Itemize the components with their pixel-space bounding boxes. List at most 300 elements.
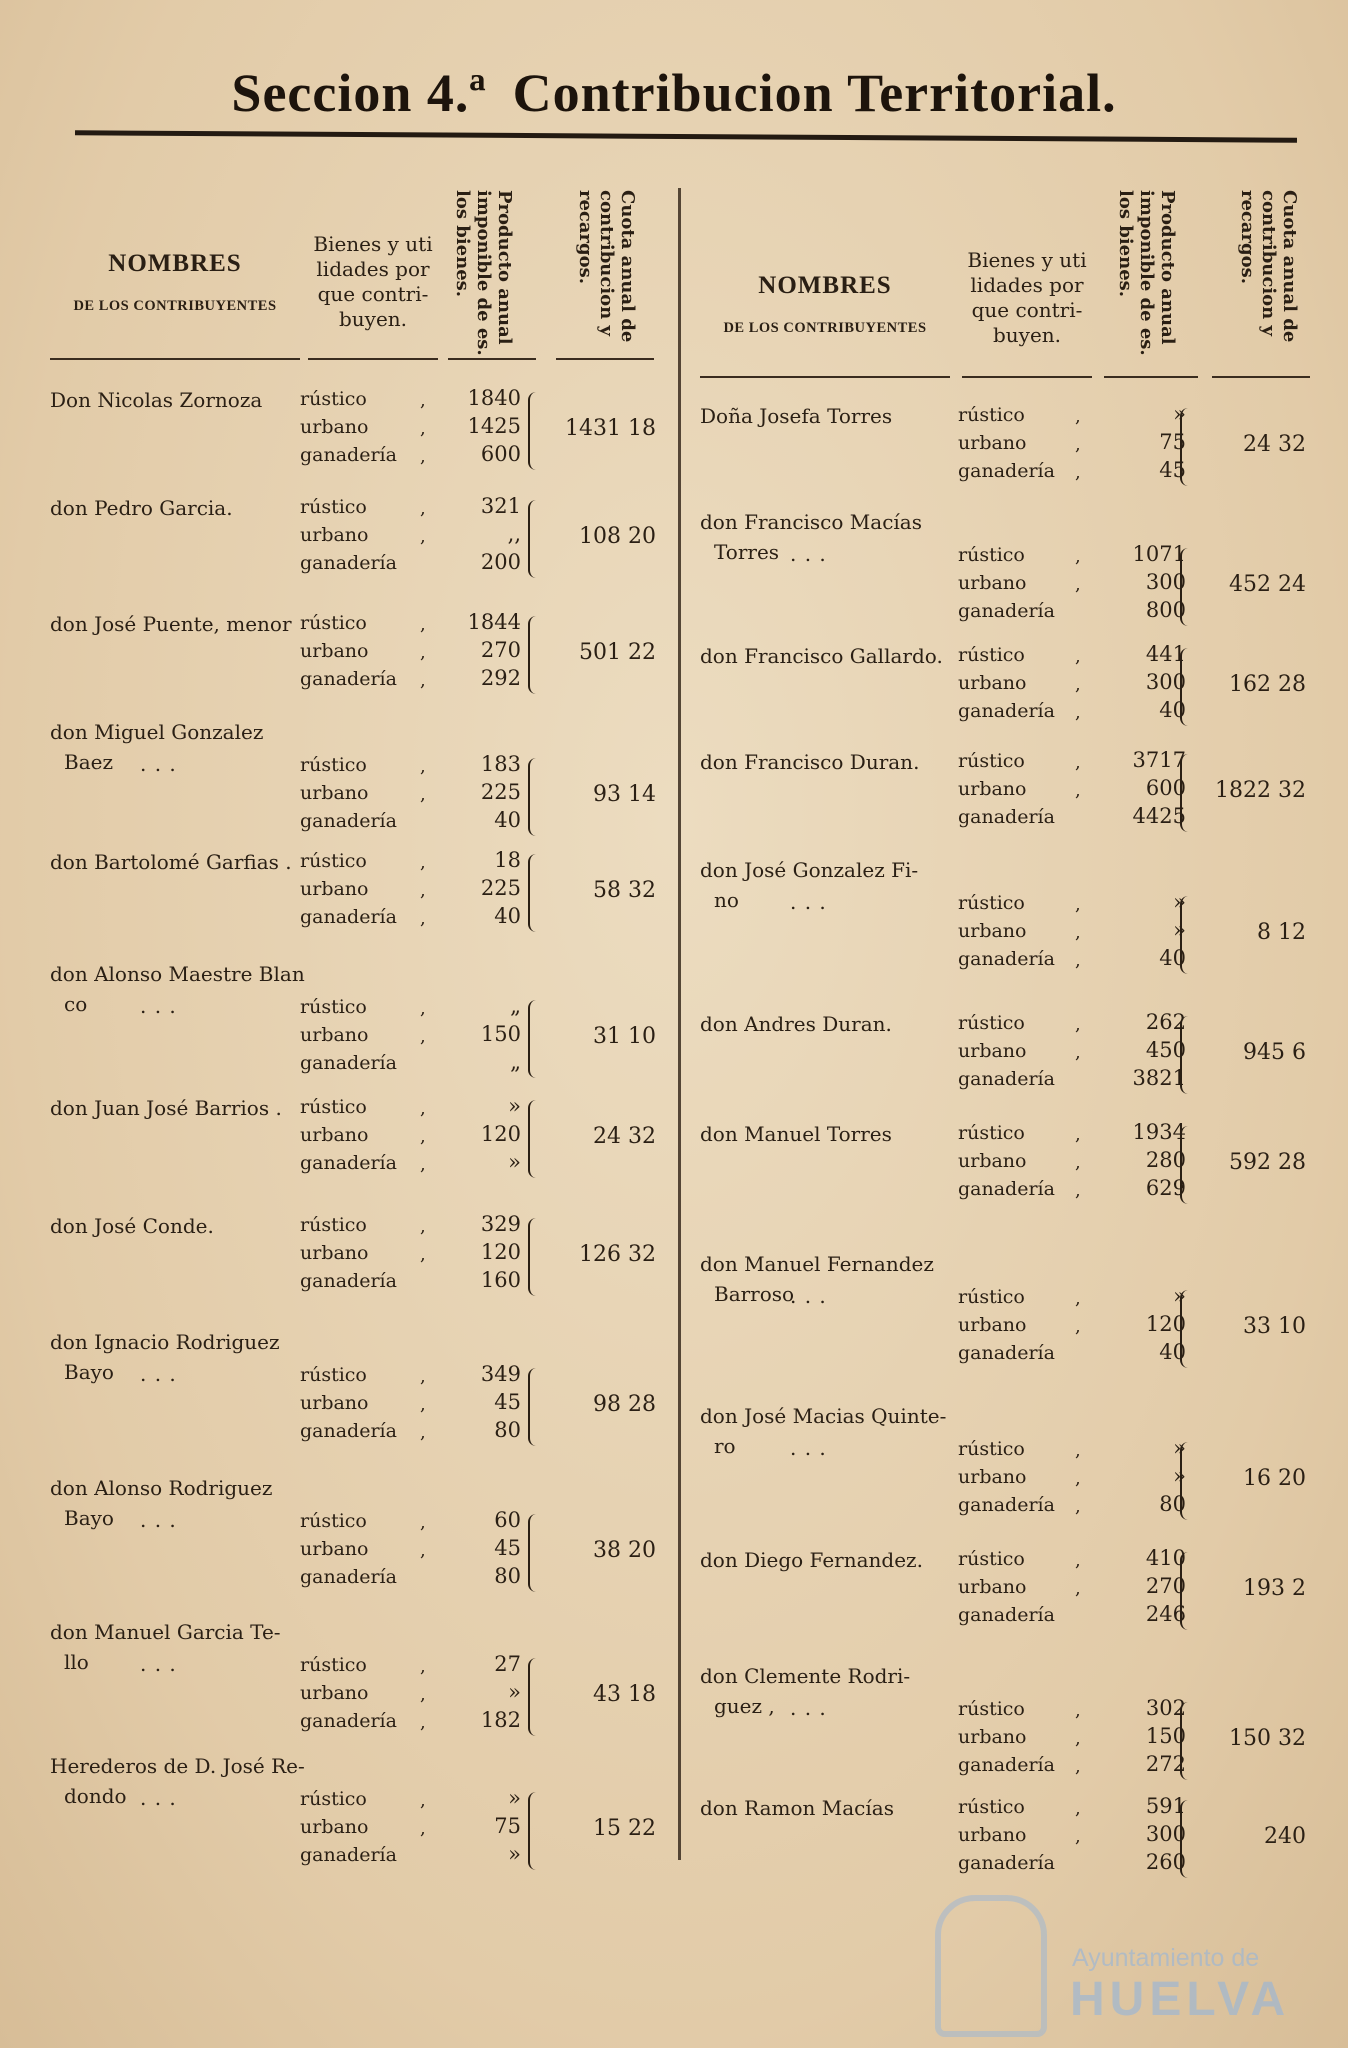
product-value: 45 [494, 1536, 521, 1560]
table-row [0, 1122, 1348, 1218]
quota-total: 108 20 [579, 524, 656, 549]
quota-total: 24 32 [593, 1124, 656, 1149]
quota-total: 43 18 [593, 1682, 656, 1707]
comma-mark: , [420, 1126, 426, 1147]
producto-header: Producto anual imponible de es. los bienes. [1115, 190, 1178, 356]
category-label: ganadería [958, 948, 1055, 970]
right-column-header [700, 190, 1320, 368]
category-label: rústico [300, 1096, 367, 1118]
product-value: 200 [480, 550, 521, 574]
header-underline [556, 358, 654, 360]
category-label: ganadería [300, 810, 397, 832]
names-header-subtitle: DE LOS CONTRIBUYENTES [723, 320, 927, 336]
contributor-name: don Miguel Gonzalez [50, 720, 264, 744]
contributor-name: don Diego Fernandez. [700, 1548, 923, 1572]
comma-mark: , [420, 1656, 426, 1677]
product-value: 300 [1145, 1822, 1186, 1846]
brace-mark [1180, 1290, 1192, 1368]
category-label: rústico [958, 1122, 1025, 1144]
comma-mark: , [1075, 574, 1081, 595]
comma-mark: , [1075, 752, 1081, 773]
category-label: rústico [958, 1698, 1025, 1720]
product-value: 75 [1159, 430, 1186, 454]
category-label: urbano [958, 1824, 1027, 1846]
comma-mark: , [1075, 1042, 1081, 1063]
contributor-name: don Bartolomé Garfias . [50, 850, 292, 874]
category-label: rústico [958, 644, 1025, 666]
quota-total: 240 [1264, 1824, 1306, 1849]
table-row [0, 1252, 1348, 1364]
leader-dots: . . . [790, 1436, 827, 1460]
product-value: 60 [494, 1508, 521, 1532]
category-label: rústico [300, 1654, 367, 1676]
comma-mark: , [1075, 950, 1081, 971]
product-value: 182 [480, 1708, 521, 1732]
comma-mark: , [1075, 1798, 1081, 1819]
product-value: » [508, 1680, 521, 1704]
comma-mark: , [420, 390, 426, 411]
header-underline [962, 376, 1092, 378]
category-label: urbano [300, 640, 369, 662]
leader-dots: . . . [140, 1786, 177, 1810]
category-label: rústico [300, 1788, 367, 1810]
comma-mark: , [420, 1512, 426, 1533]
contributor-name-cont: llo [64, 1650, 89, 1674]
product-value: 225 [480, 876, 521, 900]
product-value: 225 [480, 780, 521, 804]
comma-mark: , [420, 1712, 426, 1733]
comma-mark: , [420, 1540, 426, 1561]
contributor-name: don Pedro Garcia. [50, 496, 233, 520]
category-label: ganadería [958, 1754, 1055, 1776]
comma-mark: , [1075, 922, 1081, 943]
category-label: urbano [958, 1726, 1027, 1748]
comma-mark: , [420, 446, 426, 467]
product-value: 150 [480, 1022, 521, 1046]
header-underline [1104, 376, 1198, 378]
contributor-name-cont: co [64, 992, 88, 1016]
product-value: 40 [494, 904, 521, 928]
quota-total: 193 2 [1243, 1576, 1306, 1601]
comma-mark: , [1075, 406, 1081, 427]
contributor-name: don Andres Duran. [700, 1012, 892, 1036]
category-label: ganadería [300, 906, 397, 928]
category-label: urbano [958, 1314, 1027, 1336]
product-value: 1840 [467, 386, 521, 410]
names-header [50, 250, 300, 315]
category-label: urbano [958, 920, 1027, 942]
brace-mark [1180, 1126, 1192, 1204]
product-value: 120 [480, 1122, 521, 1146]
title-section: Seccion 4.ª [231, 63, 487, 123]
category-label: rústico [300, 388, 367, 410]
product-value: 1844 [467, 610, 521, 634]
contributor-name: don Alonso Maestre Blan [50, 962, 305, 986]
contributor-name: don Francisco Duran. [700, 750, 920, 774]
product-value: 260 [1145, 1850, 1186, 1874]
quota-total: 126 32 [579, 1242, 656, 1267]
quota-total: 592 28 [1229, 1150, 1306, 1175]
contributor-name: don José Gonzalez Fi- [700, 858, 919, 882]
header-underline [1212, 376, 1310, 378]
product-value: 75 [494, 1814, 521, 1838]
contributor-name: don Clemente Rodri- [700, 1664, 911, 1688]
bienes-header: Bienes y uti lidades por que contri- buyen. [313, 232, 433, 331]
comma-mark: , [1075, 1728, 1081, 1749]
contributor-name-cont: Bayo [64, 1360, 114, 1384]
comma-mark: , [1075, 546, 1081, 567]
product-value: 329 [480, 1212, 521, 1236]
leader-dots: . . . [790, 1284, 827, 1308]
category-label: ganadería [300, 1844, 397, 1866]
leader-dots: . . . [140, 752, 177, 776]
contributor-name: don Alonso Rodriguez [50, 1476, 273, 1500]
comma-mark: , [420, 908, 426, 929]
leader-dots: . . . [140, 1362, 177, 1386]
comma-mark: , [1075, 1152, 1081, 1173]
brace-mark [1180, 1800, 1192, 1878]
quota-total: 15 22 [593, 1816, 656, 1841]
comma-mark: , [1075, 1700, 1081, 1721]
product-value: 591 [1145, 1794, 1186, 1818]
product-value: 600 [1145, 776, 1186, 800]
comma-mark: , [1075, 1440, 1081, 1461]
category-label: urbano [300, 1392, 369, 1414]
category-label: rústico [300, 612, 367, 634]
contributor-name-cont: Barroso [714, 1282, 795, 1306]
category-label: ganadería [300, 1566, 397, 1588]
leader-dots: . . . [790, 890, 827, 914]
product-value: 349 [480, 1362, 521, 1386]
comma-mark: , [1075, 1316, 1081, 1337]
category-label: urbano [958, 1576, 1027, 1598]
product-value: 262 [1145, 1010, 1186, 1034]
leader-dots: . . . [140, 1652, 177, 1676]
category-label: urbano [958, 778, 1027, 800]
category-label: urbano [300, 1816, 369, 1838]
category-label: rústico [300, 996, 367, 1018]
category-label: ganadería [300, 1270, 397, 1292]
contributor-name: don Francisco Macías [700, 510, 922, 534]
comma-mark: , [420, 784, 426, 805]
category-label: ganadería [958, 1852, 1055, 1874]
contributor-name-cont: guez , [714, 1694, 775, 1718]
quota-total: 58 32 [593, 878, 656, 903]
leader-dots: . . . [140, 1508, 177, 1532]
quota-total: 31 10 [593, 1024, 656, 1049]
product-value: 450 [1145, 1038, 1186, 1062]
quota-total: 162 28 [1229, 672, 1306, 697]
product-value: 1934 [1132, 1120, 1186, 1144]
product-value: „ [510, 1050, 521, 1074]
comma-mark: , [420, 498, 426, 519]
cuota-header: Cuota anual de contribucion y recargos. [575, 190, 638, 343]
category-label: urbano [958, 1466, 1027, 1488]
brace-mark [1180, 1702, 1192, 1780]
category-label: ganadería [300, 552, 397, 574]
comma-mark: , [1075, 1826, 1081, 1847]
product-value: 410 [1145, 1546, 1186, 1570]
comma-mark: , [1075, 434, 1081, 455]
product-value: 270 [1145, 1574, 1186, 1598]
watermark-line2: HUELVA [1070, 1973, 1291, 2026]
quota-total: 33 10 [1243, 1314, 1306, 1339]
contributor-name-cont: Baez [64, 750, 113, 774]
product-value: 80 [1159, 1492, 1186, 1516]
quota-total: 24 32 [1243, 432, 1306, 457]
category-label: ganadería [300, 1052, 397, 1074]
category-label: rústico [300, 1364, 367, 1386]
comma-mark: , [420, 526, 426, 547]
category-label: rústico [958, 1438, 1025, 1460]
header-underline [448, 358, 536, 360]
category-label: rústico [300, 754, 367, 776]
table-row [0, 404, 1348, 500]
comma-mark: , [1075, 894, 1081, 915]
names-header [700, 272, 950, 337]
contributor-name: don Ramon Macías [700, 1796, 894, 1820]
category-label: urbano [958, 432, 1027, 454]
brace-mark [1180, 408, 1192, 486]
comma-mark: , [1075, 1124, 1081, 1145]
category-label: ganadería [958, 1494, 1055, 1516]
contributor-name: don Francisco Gallardo. [700, 644, 943, 668]
product-value: 160 [480, 1268, 521, 1292]
product-value: 321 [480, 494, 521, 518]
comma-mark: , [1075, 1180, 1081, 1201]
product-value: 300 [1145, 570, 1186, 594]
category-label: urbano [300, 1538, 369, 1560]
contributor-name-cont: Torres [714, 540, 780, 564]
brace-mark [1180, 1552, 1192, 1630]
contributor-name: don Ignacio Rodriguez [50, 1330, 280, 1354]
comma-mark: , [420, 1026, 426, 1047]
quota-total: 150 32 [1229, 1726, 1306, 1751]
comma-mark: , [1075, 1756, 1081, 1777]
product-value: 40 [1159, 1340, 1186, 1364]
category-label: ganadería [300, 668, 397, 690]
product-value: 80 [494, 1564, 521, 1588]
header-underline [308, 358, 438, 360]
contributor-name-cont: Bayo [64, 1506, 114, 1530]
comma-mark: , [1075, 462, 1081, 483]
quota-total: 16 20 [1243, 1466, 1306, 1491]
category-label: ganadería [300, 1710, 397, 1732]
product-value: 1071 [1132, 542, 1186, 566]
left-column-header [50, 190, 670, 368]
table-row [0, 858, 1348, 971]
brace-mark [1180, 548, 1192, 626]
title-rule [75, 130, 1297, 142]
product-value: 280 [1145, 1148, 1186, 1172]
product-value: 183 [480, 752, 521, 776]
comma-mark: , [420, 880, 426, 901]
contributor-name-cont: dondo [64, 1784, 127, 1808]
product-value: 272 [1145, 1752, 1186, 1776]
contributor-name: don José Conde. [50, 1214, 214, 1238]
quota-total: 98 28 [593, 1392, 656, 1417]
table-row [0, 1548, 1348, 1644]
brace-mark [1180, 754, 1192, 832]
quota-total: 8 12 [1257, 920, 1306, 945]
leader-dots: . . . [140, 994, 177, 1018]
category-label: rústico [958, 1286, 1025, 1308]
category-label: rústico [300, 1510, 367, 1532]
category-label: rústico [958, 1796, 1025, 1818]
comma-mark: , [1075, 674, 1081, 695]
quota-total: 501 22 [579, 640, 656, 665]
category-label: urbano [300, 1682, 369, 1704]
product-value: 40 [494, 808, 521, 832]
comma-mark: , [1075, 1550, 1081, 1571]
product-value: » [508, 1150, 521, 1174]
comma-mark: , [420, 756, 426, 777]
product-value: » [1173, 890, 1186, 914]
comma-mark: , [420, 998, 426, 1019]
category-label: urbano [300, 416, 369, 438]
product-value: 18 [494, 848, 521, 872]
comma-mark: , [1075, 780, 1081, 801]
names-header-subtitle: DE LOS CONTRIBUYENTES [73, 298, 277, 314]
category-label: ganadería [300, 444, 397, 466]
category-label: urbano [300, 1024, 369, 1046]
product-value: » [508, 1842, 521, 1866]
product-value: 3717 [1132, 748, 1186, 772]
product-value: » [1173, 918, 1186, 942]
product-value: 27 [494, 1652, 521, 1676]
product-value: 441 [1145, 642, 1186, 666]
comma-mark: , [1075, 1496, 1081, 1517]
product-value: 800 [1145, 598, 1186, 622]
comma-mark: , [1075, 1288, 1081, 1309]
category-label: urbano [300, 878, 369, 900]
category-label: urbano [958, 672, 1027, 694]
category-label: rústico [958, 892, 1025, 914]
product-value: » [1173, 402, 1186, 426]
category-label: rústico [300, 1214, 367, 1236]
watermark-line1: Ayuntamiento de [1072, 1944, 1260, 1972]
comma-mark: , [420, 1818, 426, 1839]
quota-total: 452 24 [1229, 572, 1306, 597]
product-value: 150 [1145, 1724, 1186, 1748]
category-label: rústico [300, 496, 367, 518]
product-value: 120 [480, 1240, 521, 1264]
product-value: 120 [1145, 1312, 1186, 1336]
category-label: urbano [958, 1040, 1027, 1062]
product-value: 4425 [1132, 804, 1186, 828]
names-header-title: NOMBRES [108, 250, 242, 277]
header-underline [700, 376, 950, 378]
quota-total: 1822 32 [1215, 778, 1306, 803]
page-title [0, 62, 1348, 124]
contributor-name: don Manuel Torres [700, 1122, 892, 1146]
comma-mark: , [420, 852, 426, 873]
comma-mark: , [420, 1098, 426, 1119]
bienes-header: Bienes y uti lidades por que contri- buyen. [967, 248, 1087, 347]
title-subject: Contribucion Territorial. [512, 63, 1117, 123]
product-value: 1425 [467, 414, 521, 438]
product-value: 40 [1159, 946, 1186, 970]
category-label: rústico [958, 544, 1025, 566]
comma-mark: , [1075, 1578, 1081, 1599]
category-label: ganadería [958, 1178, 1055, 1200]
comma-mark: , [420, 1154, 426, 1175]
product-value: 300 [1145, 670, 1186, 694]
product-value: ,, [507, 522, 521, 546]
producto-header: Producto anual imponible de es. los bienes. [452, 190, 515, 356]
contributor-name: don Juan José Barrios . [50, 1096, 282, 1120]
category-label: urbano [958, 1150, 1027, 1172]
contributor-name-cont: ro [714, 1434, 736, 1458]
category-label: rústico [958, 1012, 1025, 1034]
product-value: 302 [1145, 1696, 1186, 1720]
comma-mark: , [420, 614, 426, 635]
comma-mark: , [420, 1684, 426, 1705]
comma-mark: , [420, 1394, 426, 1415]
product-value: 45 [494, 1390, 521, 1414]
comma-mark: , [420, 1216, 426, 1237]
contributor-name: don José Puente, menor [50, 612, 292, 636]
table-row [0, 1012, 1348, 1108]
contributor-name: Don Nicolas Zornoza [50, 388, 263, 412]
category-label: ganadería [958, 600, 1055, 622]
comma-mark: , [1075, 702, 1081, 723]
category-label: ganadería [958, 1342, 1055, 1364]
huelva-crest-icon [935, 1895, 1047, 2037]
contributor-name: don Manuel Fernandez [700, 1252, 934, 1276]
product-value: » [508, 1786, 521, 1810]
leader-dots: . . . [790, 1696, 827, 1720]
quota-total: 945 6 [1243, 1040, 1306, 1065]
table-row [0, 644, 1348, 740]
product-value: 3821 [1132, 1066, 1186, 1090]
category-label: ganadería [300, 1152, 397, 1174]
brace-mark [1180, 1442, 1192, 1520]
category-label: urbano [958, 572, 1027, 594]
table-row [0, 750, 1348, 846]
comma-mark: , [420, 1422, 426, 1443]
table-row [0, 1796, 1348, 1892]
contributor-name: Doña Josefa Torres [700, 404, 893, 428]
product-value: 629 [1145, 1176, 1186, 1200]
product-value: 40 [1159, 698, 1186, 722]
comma-mark: , [1075, 646, 1081, 667]
names-header-title: NOMBRES [758, 272, 892, 299]
product-value: » [508, 1094, 521, 1118]
category-label: urbano [300, 782, 369, 804]
comma-mark: , [420, 670, 426, 691]
product-value: » [1173, 1464, 1186, 1488]
category-label: ganadería [958, 700, 1055, 722]
category-label: urbano [300, 1242, 369, 1264]
comma-mark: , [420, 418, 426, 439]
product-value: 80 [494, 1418, 521, 1442]
category-label: rústico [958, 404, 1025, 426]
comma-mark: , [1075, 1014, 1081, 1035]
contributor-name-cont: no [714, 888, 739, 912]
product-value: „ [510, 994, 521, 1018]
category-label: rústico [958, 750, 1025, 772]
category-label: urbano [300, 1124, 369, 1146]
brace-mark [1180, 1016, 1192, 1094]
product-value: » [1173, 1436, 1186, 1460]
comma-mark: , [420, 1790, 426, 1811]
category-label: rústico [300, 850, 367, 872]
category-label: ganadería [958, 1604, 1055, 1626]
contributor-name: Herederos de D. José Re- [50, 1754, 305, 1778]
category-label: ganadería [958, 806, 1055, 828]
quota-total: 93 14 [593, 782, 656, 807]
